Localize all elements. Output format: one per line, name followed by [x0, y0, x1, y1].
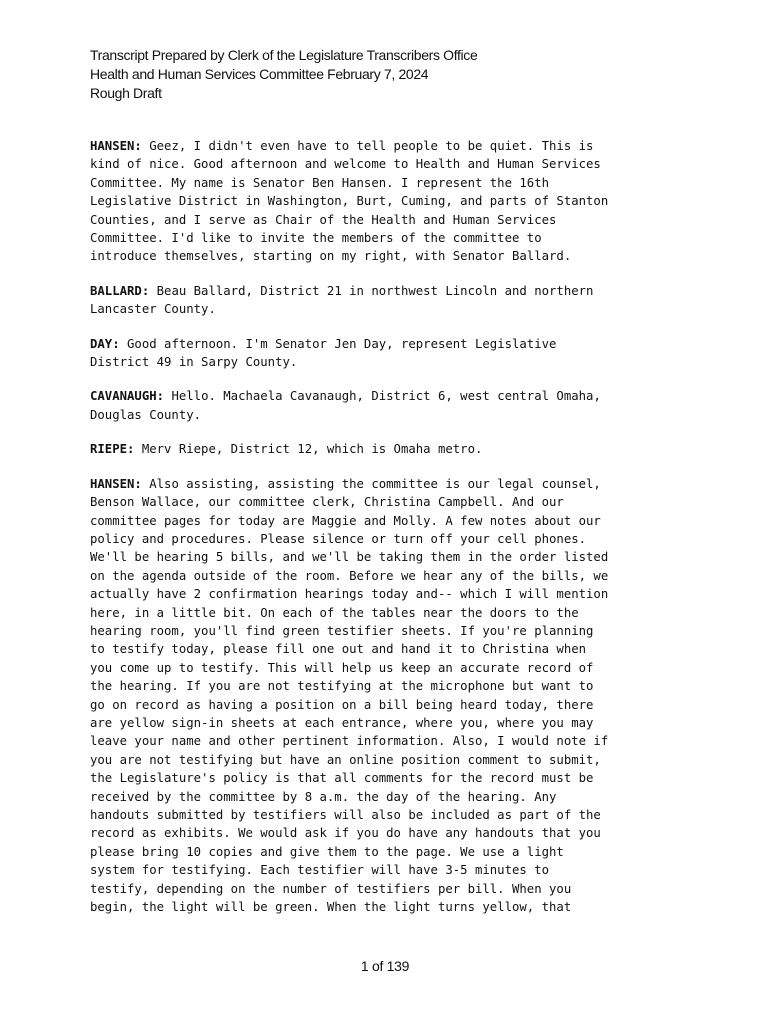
speaker-name: HANSEN: [90, 139, 142, 153]
page-number: 1 of 139 [360, 958, 410, 974]
speech-text: Geez, I didn't even have to tell people to be quiet. This is kind of nice. Good afternoon and welcome to Health and Human Services Committee. My name is Senator Ben Hansen. I represent the 16th Legislative District in Washington, Burt, Cuming, and parts of Stanton Counties, and I serve as Chair of the Health and Human Services Committee. I'd like to invite the members of the committee to introduce themselves, starting on my right, with Senator Ballard. [90, 139, 609, 264]
speech-text: Beau Ballard, District 21 in northwest Lincoln and northern Lancaster County. [90, 283, 594, 317]
speech-text: Hello. Machaela Cavanaugh, District 6, west central Omaha, Douglas County. [90, 389, 601, 422]
speech-text: Good afternoon. I'm Senator Jen Day, represent Legislative District 49 in Sarpy County. [90, 336, 557, 370]
speaker-name: HANSEN: [90, 476, 142, 491]
speech-text: Also assisting, assisting the committee is our legal counsel, Benson Wallace, our committee clerk, Christina Campbell. And our committee pages for today are Maggie and Molly. A few notes about our policy and procedures. Please silence or turn off your cell phones. We'll be hearing 5 bills, and we'll be taking them in the order listed on the agenda outside of the room. Before we hear any of the bills, we actually have 2 confirmation hearings today and-- which I will mention here, in a little bit. On each of the tables near the doors to the hearing room, you'll find green testifier sheets. If you're planning to testify today, please fill one out and hand it to Christina when you come up to testify. This will help us keep an accurate record of the hearing. If you are not testifying at the microphone but want to go on record as having a position on a bill being heard today, there are yellow sign-in sheets at each entrance, where you, where you may leave your name and other pertinent information. Also, I would note if you are not testifying but have an online position comment to submit, the Legislature's policy is that all comments for the record must be received by the committee by 8 a.m. the day of the hearing. Any handouts submitted by testifiers will also be included as part of the record as exhibits. We would ask if you do have any handouts that you please bring 10 copies and give them to the page. We use a light system for testifying. Each testifier will have 3-5 minutes to testify, depending on the number of testifiers per bill. When you begin, the light will be green. When the light turns yellow, that [90, 476, 609, 915]
speaker-name: RIEPE: [90, 442, 135, 457]
speaker-name: CAVANAUGH: [90, 389, 165, 404]
header-draft-status: Rough Draft [90, 85, 162, 101]
transcript-paragraph [90, 137, 690, 266]
transcript-paragraph [90, 282, 690, 319]
transcript-body [90, 137, 690, 932]
transcript-paragraph [90, 440, 690, 458]
document-header [90, 46, 477, 103]
speaker-name: BALLARD: [90, 283, 150, 298]
speaker-name: DAY: [90, 336, 120, 351]
transcript-paragraph [90, 335, 690, 372]
header-transcriber-line: Transcript Prepared by Clerk of the Legislature Transcribers Office [90, 47, 478, 63]
speech-text: Merv Riepe, District 12, which is Omaha metro. [134, 442, 483, 457]
header-committee-date-line: Health and Human Services Committee February 7, 2024 [90, 66, 429, 82]
transcript-paragraph [90, 387, 690, 424]
transcript-paragraph [90, 475, 690, 917]
